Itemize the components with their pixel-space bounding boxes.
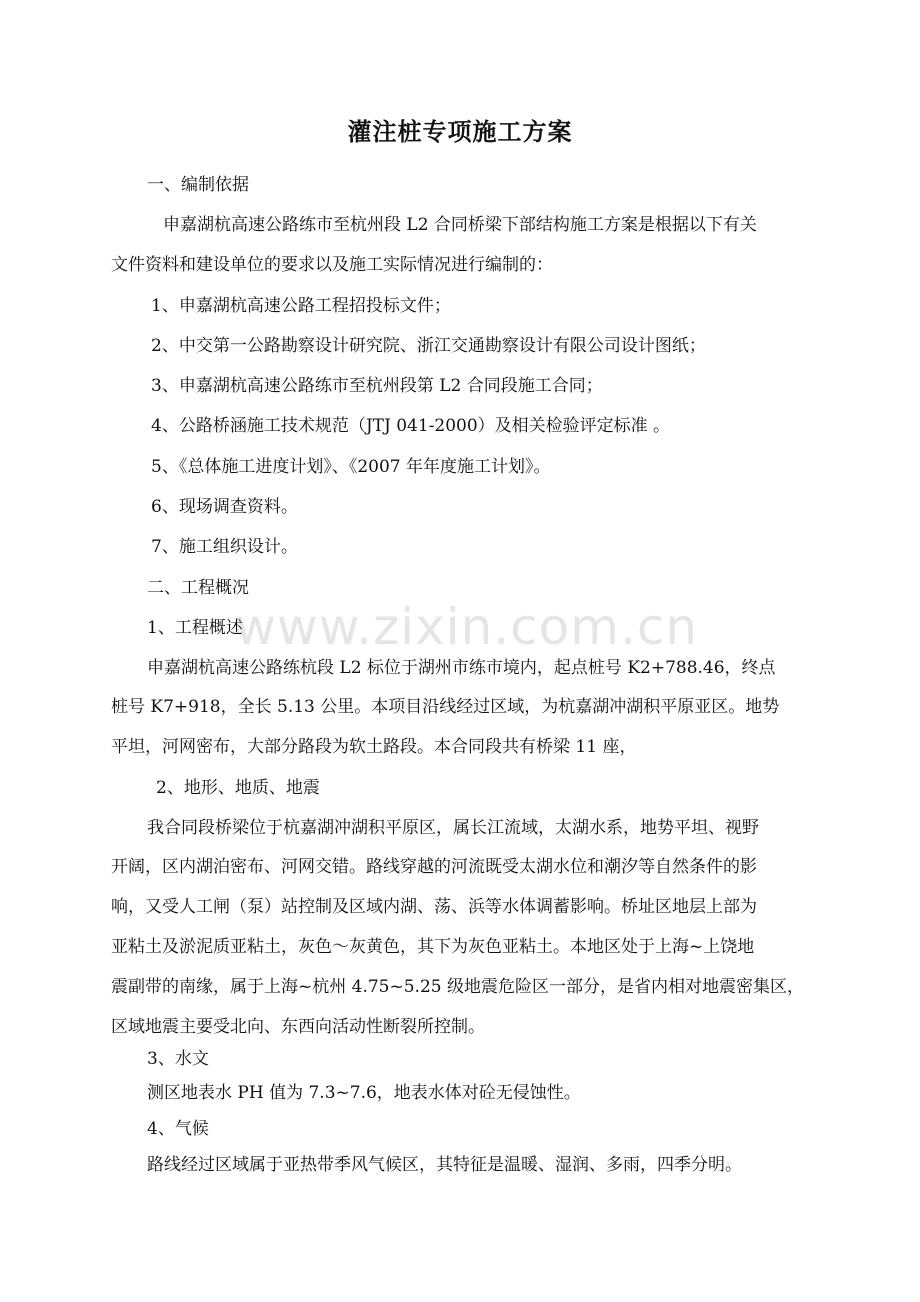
paragraph-line: 路线经过区域属于亚热带季风气候区，其特征是温暖、湿润、多雨，四季分明。 (147, 1155, 742, 1175)
paragraph-line: 响，又受人工闸（泵）站控制及区域内湖、荡、浜等水体调蓄影响。桥址区地层上部为 (111, 897, 757, 917)
paragraph-line: 桩号 K7+918，全长 5.13 公里。本项目沿线经过区域，为杭嘉湖冲湖积平原亚区。地势 (111, 697, 780, 717)
paragraph-line: 申嘉湖杭高速公路练杭段 L2 标位于湖州市练市境内，起点桩号 K2+788.46，终点 (147, 658, 776, 678)
paragraph-line: 区域地震主要受北向、东西向活动性断裂所控制。 (111, 1017, 485, 1037)
paragraph-line: 亚粘土及淤泥质亚粘土，灰色～灰黄色，其下为灰色亚粘土。本地区处于上海~上饶地 (111, 937, 755, 957)
paragraph-line: 申嘉湖杭高速公路练市至杭州段 L2 合同桥梁下部结构施工方案是根据以下有关 (163, 215, 757, 235)
subsection-heading: 3、水文 (147, 1049, 209, 1069)
watermark: www.zixin.com.cn (235, 598, 699, 656)
paragraph-line: 震副带的南缘，属于上海~杭州 4.75~5.25 级地震危险区一部分，是省内相对地震密集区， (111, 977, 804, 997)
list-item: 6、现场调查资料。 (151, 497, 298, 517)
section-heading: 一、编制依据 (147, 175, 249, 195)
list-item: 3、申嘉湖杭高速公路练市至杭州段第 L2 合同段施工合同； (151, 376, 603, 396)
subsection-heading: 2、地形、地质、地震 (156, 778, 320, 798)
subsection-heading: 1、工程概述 (147, 618, 243, 638)
paragraph-line: 平坦，河网密布，大部分路段为软土路段。本合同段共有桥梁 11 座， (111, 737, 637, 757)
list-item: 2、中交第一公路勘察设计研究院、浙江交通勘察设计有限公司设计图纸； (151, 336, 706, 356)
paragraph-line: 测区地表水 PH 值为 7.3~7.6，地表水体对砼无侵蚀性。 (147, 1083, 581, 1103)
paragraph-line: 开阔，区内湖泊密布、河网交错。路线穿越的河流既受太湖水位和潮汐等自然条件的影 (111, 857, 757, 877)
document-title: 灌注桩专项施工方案 (347, 117, 573, 146)
paragraph-line: 我合同段桥梁位于杭嘉湖冲湖积平原区，属长江流域，太湖水系，地势平坦、视野 (147, 818, 759, 838)
list-item: 7、施工组织设计。 (151, 537, 298, 557)
list-item: 4、公路桥涵施工技术规范（JTJ 041-2000）及相关检验评定标准 。 (151, 416, 671, 436)
subsection-heading: 4、气候 (147, 1119, 209, 1139)
list-item: 1、申嘉湖杭高速公路工程招投标文件； (151, 296, 451, 316)
list-item: 5、《总体施工进度计划》、《2007 年年度施工计划》。 (151, 457, 551, 477)
section-heading: 二、工程概况 (147, 578, 249, 598)
paragraph-line: 文件资料和建设单位的要求以及施工实际情况进行编制的： (111, 255, 553, 275)
